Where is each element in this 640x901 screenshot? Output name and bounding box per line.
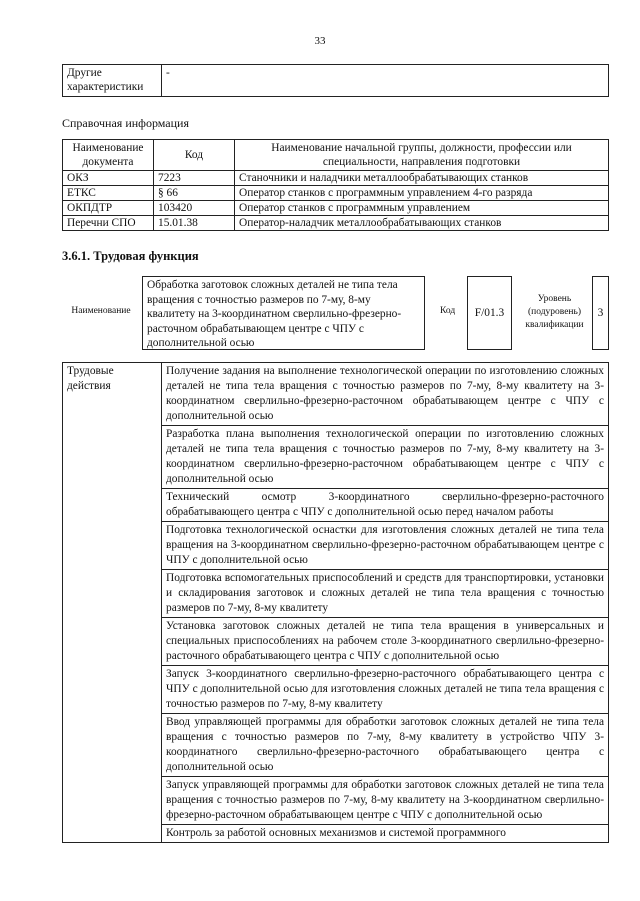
table-row	[63, 65, 609, 97]
header-document: Наименование документа	[63, 140, 154, 171]
page-number: 33	[314, 35, 326, 47]
labor-action: Установка заготовок сложных деталей не типа тела вращения в универсальных и специальных приспособлениях на рабочем столе 3-координатного сверлильно-фрезерно-расточного обрабатывающего центра с ЧПУ с дополнительной осью	[162, 618, 609, 666]
table-row	[63, 171, 609, 186]
function-code-label: Код	[440, 306, 456, 316]
reference-code: 103420	[154, 201, 235, 216]
reference-name: Станочники и наладчики металлообрабатывающих станков	[235, 171, 609, 186]
reference-name: Оператор станков с программным управлением 4-го разряда	[235, 186, 609, 201]
header-code: Код	[154, 140, 235, 171]
reference-name: Оператор-наладчик металлообрабатывающих станков	[235, 216, 609, 231]
table-row	[63, 216, 609, 231]
labor-action: Технический осмотр 3-координатного сверлильно-фрезерно-расточного обрабатывающего центра с ЧПУ с дополнительной осью перед началом работы	[162, 489, 609, 522]
reference-code: § 66	[154, 186, 235, 201]
other-characteristics-label: Другие характеристики	[63, 65, 162, 97]
reference-name: Оператор станков с программным управлением	[235, 201, 609, 216]
function-heading: 3.6.1. Трудовая функция	[62, 249, 199, 263]
other-characteristics-table	[62, 64, 609, 97]
reference-table	[62, 139, 609, 231]
reference-doc: ЕТКС	[63, 186, 154, 201]
labor-actions-label: Трудовые действия	[63, 363, 162, 843]
reference-code: 15.01.38	[154, 216, 235, 231]
reference-doc: ОКПДТР	[63, 201, 154, 216]
labor-action: Подготовка вспомогательных приспособлений и средств для транспортировки, установки и складирования заготовок и сложных деталей не типа тела вращения с точностью размеров по 7-му, 8-му квалитету	[162, 570, 609, 618]
table-row	[63, 186, 609, 201]
labor-action: Запуск 3-координатного сверлильно-фрезерно-расточного обрабатывающего центра с ЧПУ с дополнительной осью для изготовления сложных деталей не типа тела вращения с точностью размеров по 7-му, 8-му квалитету	[162, 666, 609, 714]
function-name: Обработка заготовок сложных деталей не типа тела вращения с точностью размеров по 7-му, 8-му квалитету на 3-координатном сверлильно-фрезерно-расточном обрабатывающем центре с ЧПУ с дополнительной осью	[142, 276, 425, 350]
function-name-label: Наименование	[71, 306, 131, 316]
reference-heading: Справочная информация	[62, 116, 189, 130]
labor-actions-table	[62, 362, 609, 843]
reference-doc: Перечни СПО	[63, 216, 154, 231]
labor-action: Контроль за работой основных механизмов и системой программного	[162, 825, 609, 843]
table-row	[63, 201, 609, 216]
function-level-label: Уровень (подуровень) квалификации	[525, 294, 584, 330]
table-header-row	[63, 140, 609, 171]
table-row	[63, 363, 609, 426]
function-code: F/01.3	[467, 276, 512, 350]
reference-doc: ОКЗ	[63, 171, 154, 186]
labor-action: Подготовка технологической оснастки для изготовления сложных деталей не типа тела вращения на 3-координатном сверлильно-фрезерно-расточном обрабатывающем центре с ЧПУ с дополнительной осью	[162, 522, 609, 570]
labor-action: Ввод управляющей программы для обработки заготовок сложных деталей не типа тела вращения с точностью размеров по 7-му, 8-му квалитету в устройство ЧПУ 3-координатного сверлильно-фрезерно-расточного обрабатывающего центра с дополнительной осью	[162, 714, 609, 777]
other-characteristics-value: -	[162, 65, 609, 97]
function-level: 3	[592, 276, 609, 350]
labor-action: Получение задания на выполнение технологической операции по изготовлению сложных деталей не типа тела вращения с точностью размеров по 7-му, 8-му квалитету на 3-координатном сверлильно-фрезерно-расточном обрабатывающем центре с ЧПУ с дополнительной осью	[162, 363, 609, 426]
labor-action: Запуск управляющей программы для обработки заготовок сложных деталей не типа тела вращения с точностью размеров по 7-му, 8-му квалитету на 3-координатном сверлильно-фрезерно-расточном обрабатывающем центре с ЧПУ с дополнительной осью	[162, 777, 609, 825]
header-name: Наименование начальной группы, должности, профессии или специальности, направления подготовки	[235, 140, 609, 171]
function-summary	[62, 276, 609, 352]
reference-code: 7223	[154, 171, 235, 186]
labor-action: Разработка плана выполнения технологической операции по изготовлению сложных деталей не типа тела вращения с точностью размеров по 7-му, 8-му квалитету на 3-координатном сверлильно-фрезерно-расточном обрабатывающем центре с ЧПУ с дополнительной осью	[162, 426, 609, 489]
